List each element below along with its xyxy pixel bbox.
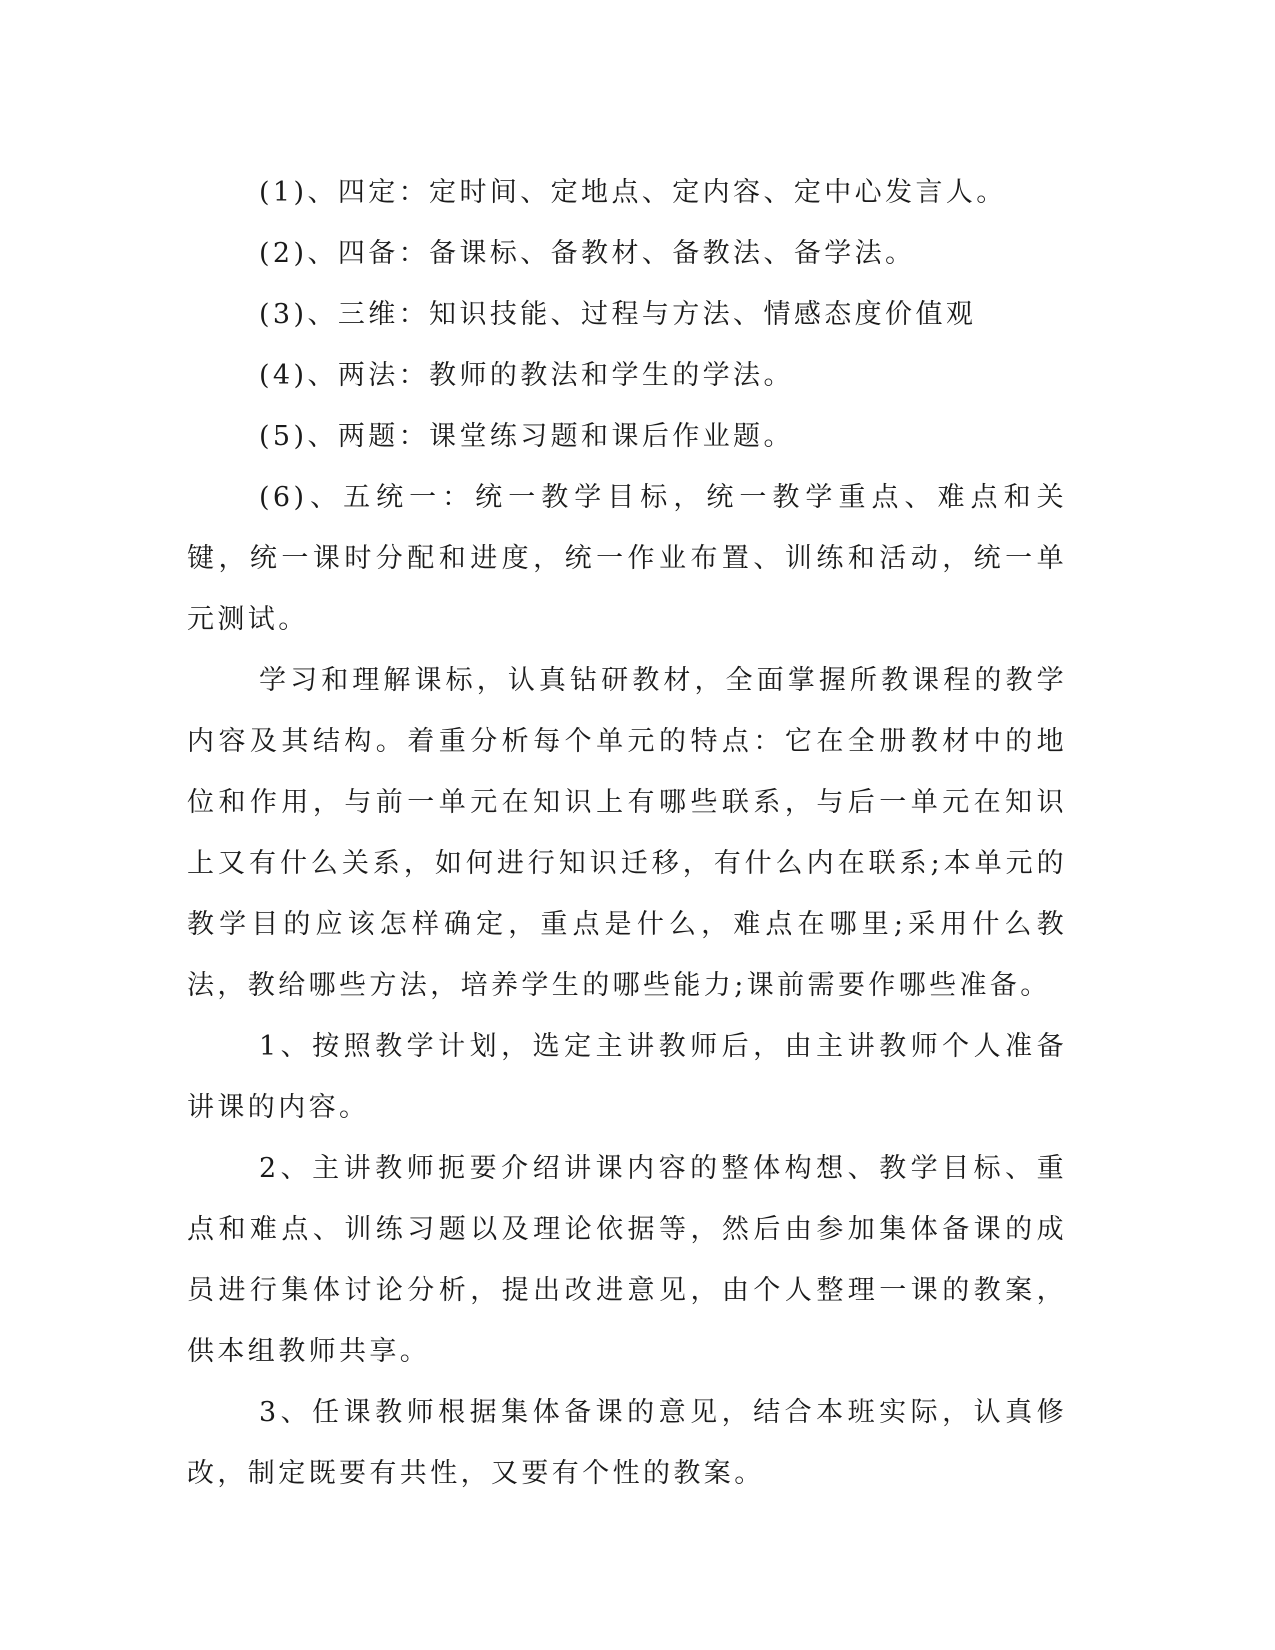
paragraph-si-bei: (2)、四备：备课标、备教材、备教法、备学法。 <box>259 238 916 269</box>
paragraph-liang-ti: (5)、两题：课堂练习题和课后作业题。 <box>259 421 794 452</box>
paragraph-liang-fa: (4)、两法：教师的教法和学生的学法。 <box>259 360 794 391</box>
paragraph-study-curriculum: 学习和理解课标，认真钻研教材，全面掌握所教课程的教学内容及其结构。着重分析每个单元的特点：它在全册教材中的地位和作用，与前一单元在知识上有哪些联系，与后一单元在知识上又有什么关系，如何进行知识迁移，有什么内在联系;本单元的教学目的应该怎样确定，重点是什么，难点在哪里;采用什么教法，教给哪些方法，培养学生的哪些能力;课前需要作哪些准备。 <box>187 665 1067 1001</box>
paragraph-step-2: 2、主讲教师扼要介绍讲课内容的整体构想、教学目标、重点和难点、训练习题以及理论依据等，然后由参加集体备课的成员进行集体讨论分析，提出改进意见，由个人整理一课的教案，供本组教师共享。 <box>187 1153 1067 1367</box>
paragraph-step-1: 1、按照教学计划，选定主讲教师后，由主讲教师个人准备讲课的内容。 <box>187 1031 1067 1123</box>
document-body <box>187 162 1067 1504</box>
paragraph-san-wei: (3)、三维：知识技能、过程与方法、情感态度价值观 <box>259 299 977 330</box>
paragraph-si-ding: (1)、四定：定时间、定地点、定内容、定中心发言人。 <box>259 177 1007 208</box>
paragraph-step-3: 3、任课教师根据集体备课的意见，结合本班实际，认真修改，制定既要有共性，又要有个性的教案。 <box>187 1397 1067 1489</box>
paragraph-wu-tong-yi: (6)、五统一：统一教学目标，统一教学重点、难点和关键，统一课时分配和进度，统一作业布置、训练和活动，统一单元测试。 <box>187 482 1067 635</box>
